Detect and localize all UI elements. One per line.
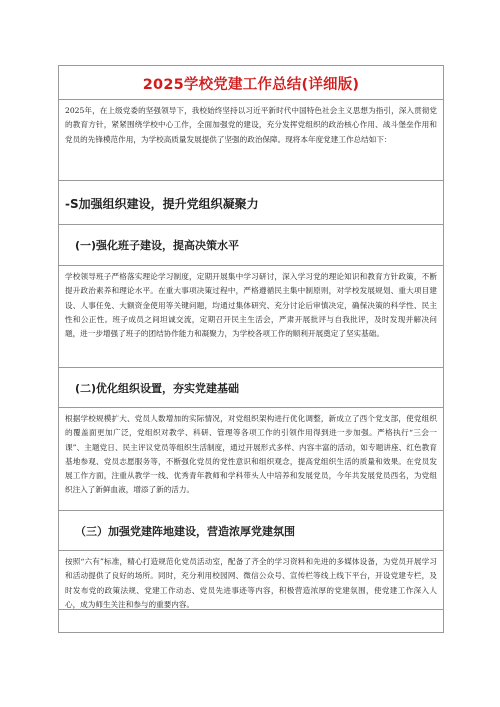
sub1-paragraph: 学校领导班子严格落实理论学习制度，定期开展集中学习研讨，深入学习党的理论知识和教育方针政策，不断提升政治素养和理论水平。在重大事项决策过程中，严格遵循民主集中制原则，对学校发展规划、重大项目建设、人事任免、大额资金使用等关键问题，均通过集体研究、充分讨论后审慎决定，确保决策的科学性、民主性和公正性。班子成员之间坦诚交流，定期召开民主生活会，严肃开展批评与自我批评，及时发现并解决问题，进一步增强了班子的团结协作能力和凝聚力，为学校各项工作的顺利开展奠定了坚实基础。 [65, 272, 437, 339]
sub3-paragraph: 按照“六有”标准，精心打造规范化党员活动室，配备了齐全的学习资料和先进的多媒体设备，为党员开展学习和活动提供了良好的场所。同时，充分利用校园网、微信公众号、宣传栏等线上线下平台，开设党建专栏，及时发布党的政策法规、党建工作动态、党员先进事迹等内容，积极营造浓厚的党建氛围，使党建工作深入人心，成为师生关注和参与的重要内容。 [65, 557, 437, 609]
sub3-heading-cell [59, 511, 443, 551]
sub1-heading-cell [59, 225, 443, 266]
sub2-paragraph: 根据学校规模扩大、党员人数增加的实际情况，对党组织架构进行优化调整，新成立了西个党支部，使党组织的覆盖面更加广泛，党组织对教学、科研、管理等各项工作的引领作用得到进一步加强。严格执行“三会一课”、主题党日、民主评议党员等组织生活制度，通过开展形式多样、内容丰富的活动，如专题讲座、红色教育基地参观、党员志愿服务等，不断强化党员的党性意识和组织观念，提高党组织生活的质量和效果。在党员发展工作方面，注重从教学一线、优秀青年教师和学科带头人中培养和发展党员，今年共发展党员西名，为党组织注入了新鲜血液，增添了新的活力。 [65, 414, 437, 495]
sub3-body-cell [59, 551, 443, 610]
document-title: 2025学校党建工作总结(详细版) [142, 77, 360, 93]
sub2-heading: (二)优化组织设置，夯实党建基础 [75, 382, 240, 395]
empty-cell [59, 610, 443, 632]
sub2-heading-cell [59, 368, 443, 408]
section1-cell [59, 181, 443, 225]
sub2-body-cell [59, 408, 443, 511]
section1-heading: -S加强组织建设，提升党组织凝聚力 [65, 196, 259, 211]
intro-paragraph: 2025年，在上级党委的坚强领导下，我校始终坚持以习近平新时代中国特色社会主义思想为指引，深入贯彻党的教育方针，紧紧围绕学校中心工作，全面加强党的建设，充分发挥党组织的政治核心作用、战斗堡垒作用和党员的先锋模范作用，为学校高质量发展提供了坚强的政治保障。现将本年度党建工作总结如下： [65, 106, 437, 144]
sub1-body-cell [59, 266, 443, 368]
title-cell [59, 66, 443, 100]
document-body [59, 66, 443, 632]
document-table [58, 65, 444, 633]
intro-cell [59, 100, 443, 181]
sub1-heading: (一)强化班子建设，提高决策水平 [75, 239, 240, 252]
sub3-heading: （三）加强党建阵地建设，营造浓厚党建氛围 [75, 525, 295, 538]
